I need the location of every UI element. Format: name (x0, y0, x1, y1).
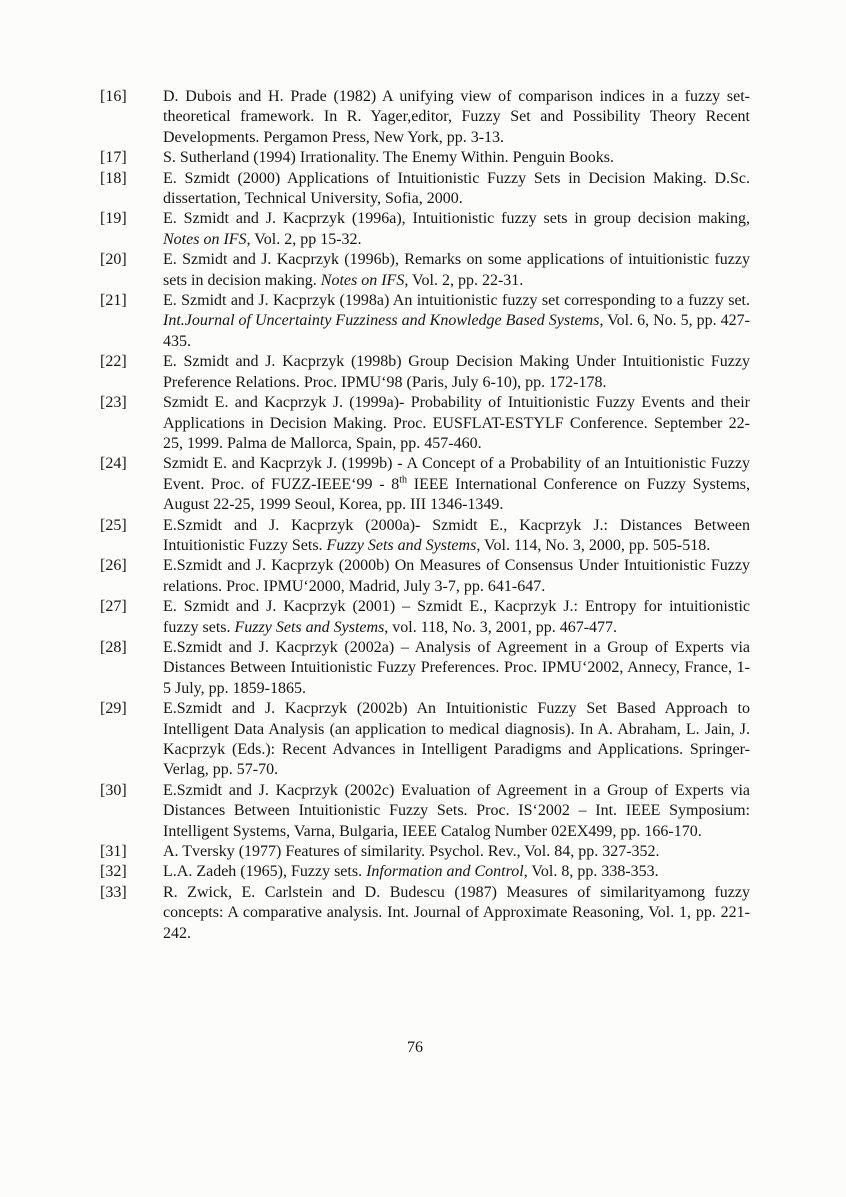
reference-text: E.Szmidt and J. Kacprzyk (2002a) – Analysis of Agreement in a Group of Experts via Distances Between Intuitionistic Fuzzy Preferences. Proc. IPMU‘2002, Annecy, France, 1-5 July, pp. 1859-1865. (163, 638, 750, 697)
reference-text: L.A. Zadeh (1965), Fuzzy sets. Information and Control, Vol. 8, pp. 338-353. (163, 863, 659, 881)
reference-item (100, 862, 750, 882)
reference-label: [21] (100, 292, 127, 310)
reference-label: [17] (100, 149, 127, 167)
reference-text: E.Szmidt and J. Kacprzyk (2002c) Evaluation of Agreement in a Group of Experts via Distances Between Intuitionistic Fuzzy Sets. Proc. IS‘2002 – Int. IEEE Symposium: Intelligent Systems, Varna, Bulgaria, IEEE Catalog Number 02EX499, pp. 166-170. (163, 781, 750, 840)
reference-item (100, 638, 750, 699)
reference-item (100, 291, 750, 352)
page-number: 76 (407, 1039, 423, 1056)
reference-text: Szmidt E. and Kacprzyk J. (1999a)- Probability of Intuitionistic Fuzzy Events and their Applications in Decision Making. Proc. EUSFLAT-ESTYLF Conference. September 22-25, 1999. Palma de Mallorca, Spain, pp. 457-460. (163, 394, 750, 452)
reference-label: [23] (100, 394, 127, 412)
reference-text: A. Tversky (1977) Features of similarity. Psychol. Rev., Vol. 84, pp. 327-352. (163, 843, 660, 861)
reference-label: [30] (100, 781, 127, 799)
reference-text: R. Zwick, E. Carlstein and D. Budescu (1987) Measures of similarityamong fuzzy concepts: A comparative analysis. Int. Journal of Approximate Reasoning, Vol. 1, pp. 221-242. (163, 883, 750, 942)
reference-item (100, 250, 750, 291)
reference-label: [24] (100, 455, 127, 473)
reference-label: [29] (100, 700, 127, 718)
reference-item (100, 597, 750, 638)
reference-item (100, 699, 750, 781)
reference-label: [27] (100, 598, 127, 616)
reference-label: [25] (100, 516, 127, 534)
reference-label: [31] (100, 843, 127, 861)
reference-label: [33] (100, 883, 127, 901)
reference-item (100, 393, 750, 454)
references-list (100, 87, 750, 944)
reference-item (100, 169, 750, 210)
reference-item (100, 352, 750, 393)
reference-text: E. Szmidt (2000) Applications of Intuitionistic Fuzzy Sets in Decision Making. D.Sc. dissertation, Technical University, Sofia, 2000. (163, 169, 750, 208)
reference-label: [16] (100, 88, 127, 105)
reference-item (100, 148, 750, 168)
reference-label: [20] (100, 251, 127, 269)
reference-item (100, 842, 750, 862)
reference-label: [32] (100, 863, 127, 881)
reference-item (100, 556, 750, 597)
reference-item (100, 781, 750, 842)
reference-text: E.Szmidt and J. Kacprzyk (2000b) On Measures of Consensus Under Intuitionistic Fuzzy relations. Proc. IPMU‘2000, Madrid, July 3-7, pp. 641-647. (163, 557, 750, 595)
reference-text: E. Szmidt and J. Kacprzyk (1998a) An intuitionistic fuzzy set corresponding to a fuzzy set. Int.Journal of Uncertainty Fuzziness and Knowledge Based Systems, Vol. 6, No. 5, pp. 427-435. (163, 292, 751, 350)
reference-item (100, 209, 750, 250)
reference-item (100, 883, 750, 944)
reference-label: [26] (100, 557, 127, 575)
reference-text: E. Szmidt and J. Kacprzyk (1996a), Intuitionistic fuzzy sets in group decision making, Notes on IFS, Vol. 2, pp 15-32. (163, 210, 750, 248)
reference-item (100, 516, 750, 557)
reference-text: E. Szmidt and J. Kacprzyk (1996b), Remarks on some applications of intuitionistic fuzzy sets in decision making. Notes on IFS, Vol. 2, pp. 22-31. (163, 251, 750, 289)
reference-label: [19] (100, 210, 127, 228)
reference-text: S. Sutherland (1994) Irrationality. The Enemy Within. Penguin Books. (163, 149, 615, 167)
reference-label: [28] (100, 638, 127, 656)
reference-text: E.Szmidt and J. Kacprzyk (2000a)- Szmidt E., Kacprzyk J.: Distances Between Intuitionistic Fuzzy Sets. Fuzzy Sets and Systems, Vol. 114, No. 3, 2000, pp. 505-518. (163, 516, 750, 554)
reference-text: E.Szmidt and J. Kacprzyk (2002b) An Intuitionistic Fuzzy Set Based Approach to Intelligent Data Analysis (an application to medical diagnosis). In A. Abraham, L. Jain, J. Kacprzyk (Eds.): Recent Advances in Intelligent Paradigms and Applications. Springer-Verlag, pp. 57-70. (163, 700, 750, 779)
reference-text: E. Szmidt and J. Kacprzyk (2001) – Szmidt E., Kacprzyk J.: Entropy for intuitionistic fuzzy sets. Fuzzy Sets and Systems, vol. 118, No. 3, 2001, pp. 467-477. (163, 598, 750, 636)
reference-item (100, 87, 750, 148)
reference-item (100, 454, 750, 515)
reference-text: E. Szmidt and J. Kacprzyk (1998b) Group Decision Making Under Intuitionistic Fuzzy Preference Relations. Proc. IPMU‘98 (Paris, July 6-10), pp. 172-178. (163, 353, 750, 391)
reference-label: [18] (100, 169, 127, 187)
reference-text: D. Dubois and H. Prade (1982) A unifying view of comparison indices in a fuzzy set-theoretical framework. In R. Yager,editor, Fuzzy Set and Possibility Theory Recent Developments. Pergamon Press, New York, pp. 3-13. (163, 88, 750, 146)
reference-text: Szmidt E. and Kacprzyk J. (1999b) - A Concept of a Probability of an Intuitionistic Fuzzy Event. Proc. of FUZZ-IEEE‘99 - 8th IEEE International Conference on Fuzzy Systems, August 22-25, 1999 Seoul, Korea, pp. III 1346-1349. (163, 455, 750, 514)
reference-label: [22] (100, 353, 127, 371)
